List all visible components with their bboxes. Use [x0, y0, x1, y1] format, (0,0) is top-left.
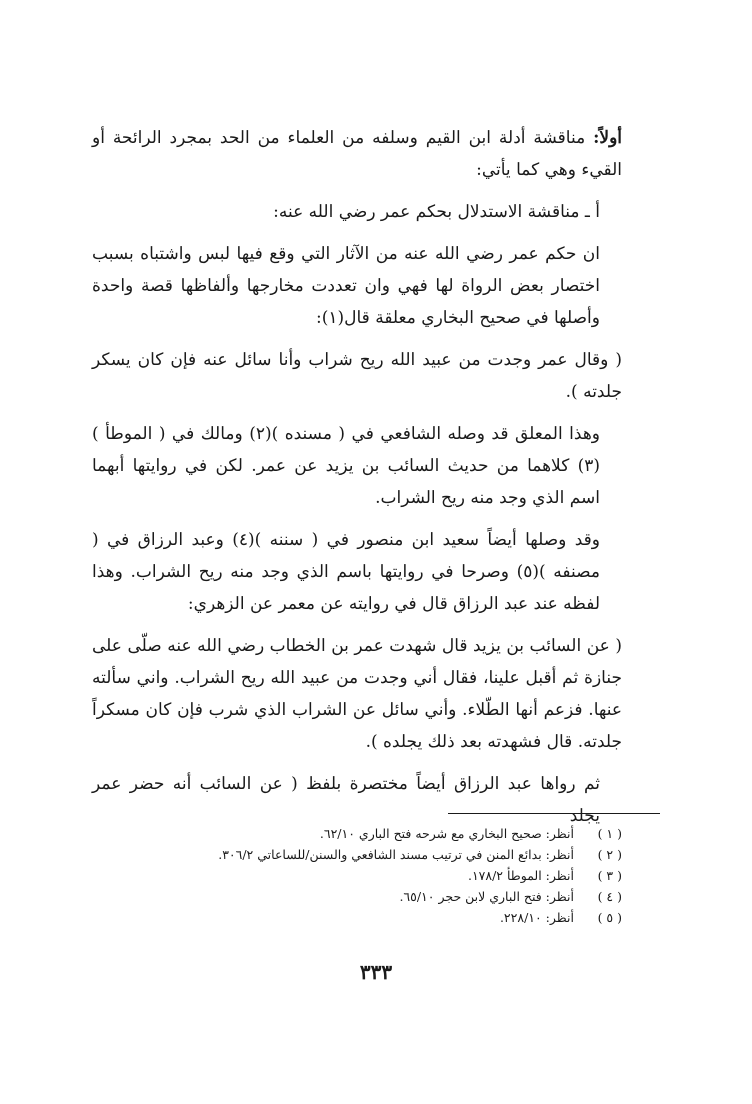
heading-text: مناقشة أدلة ابن القيم وسلفه من العلماء من الحد بمجرد الرائحة أو القيء وهي كما يأتي: — [92, 128, 622, 180]
footnote-text: أنظر: فتح الباري لابن حجر ٦٥/١٠. — [399, 889, 574, 904]
footnote-text: أنظر: صحيح البخاري مع شرحه فتح الباري ٦٢/١٠. — [319, 826, 574, 841]
paragraph: ان حكم عمر رضي الله عنه من الآثار التي وقع فيها لبس واشتباه بسبب اختصار بعض الرواة لها فهي وان تعددت مخارجها وألفاظها قصة واحدة وأصلها في صحيح البخاري معلقة قال(١): — [92, 244, 600, 328]
footnote — [92, 844, 622, 865]
paragraph: وهذا المعلق قد وصله الشافعي في ( مسنده )(٢) ومالك في ( الموطأ )(٣) كلاهما من حديث السائب بن يزيد عن عمر. لكن في روايتها أبهما اسم الذي وجد منه ريح الشراب. — [92, 424, 600, 508]
footnote-divider — [448, 813, 660, 814]
heading-label: أولاً: — [593, 128, 622, 148]
footnote-text: أنظر: بدائع المنن في ترتيب مسند الشافعي والسنن/للساعاتي ٣٠٦/٢. — [218, 847, 574, 862]
footnote-number: ( ٢ ) — [597, 847, 622, 862]
footnote — [92, 907, 622, 928]
footnote-number: ( ١ ) — [597, 826, 622, 841]
quote-paragraph: ( عن السائب بن يزيد قال شهدت عمر بن الخطاب رضي الله عنه صلّى على جنازة ثم أقبل علينا، فقال أني وجدت من عبيد الله ريح الشراب. واني سألته عنها. فزعم أنها الطّلاء. وأني سائل عن الشراب الذي شرب فإن كان مسكراً جلدته. قال فشهدته بعد ذلك يجلده ). — [92, 636, 622, 752]
paragraph: وقد وصلها أيضاً سعيد ابن منصور في ( سننه )(٤) وعبد الرزاق في ( مصنفه )(٥) وصرحا في روايتها باسم الذي وجد منه ريح الشراب. وهذا لفظه عند عبد الرزاق قال في روايته عن معمر عن الزهري: — [92, 530, 600, 614]
footnotes — [92, 823, 622, 928]
section-heading — [92, 122, 622, 186]
subheading: أ ـ مناقشة الاستدلال بحكم عمر رضي الله عنه: — [273, 202, 600, 222]
footnote-text: أنظر: الموطأ ١٧٨/٢. — [467, 868, 574, 883]
footnote-text: أنظر: ٢٢٨/١٠. — [499, 910, 574, 925]
footnote-number: ( ٥ ) — [597, 910, 622, 925]
footnote-number: ( ٤ ) — [597, 889, 622, 904]
paragraph: ثم رواها عبد الرزاق أيضاً مختصرة بلفظ ( عن السائب أنه حضر عمر يجلد — [92, 774, 600, 826]
footnote — [92, 823, 622, 844]
footnote — [92, 886, 622, 907]
footnote — [92, 865, 622, 886]
page-number: ٣٣٣ — [359, 960, 393, 984]
footnote-number: ( ٣ ) — [597, 868, 622, 883]
quote-paragraph: ( وقال عمر وجدت من عبيد الله ريح شراب وأنا سائل عنه فإن كان يسكر جلدته ). — [92, 350, 622, 402]
main-text — [92, 122, 622, 842]
